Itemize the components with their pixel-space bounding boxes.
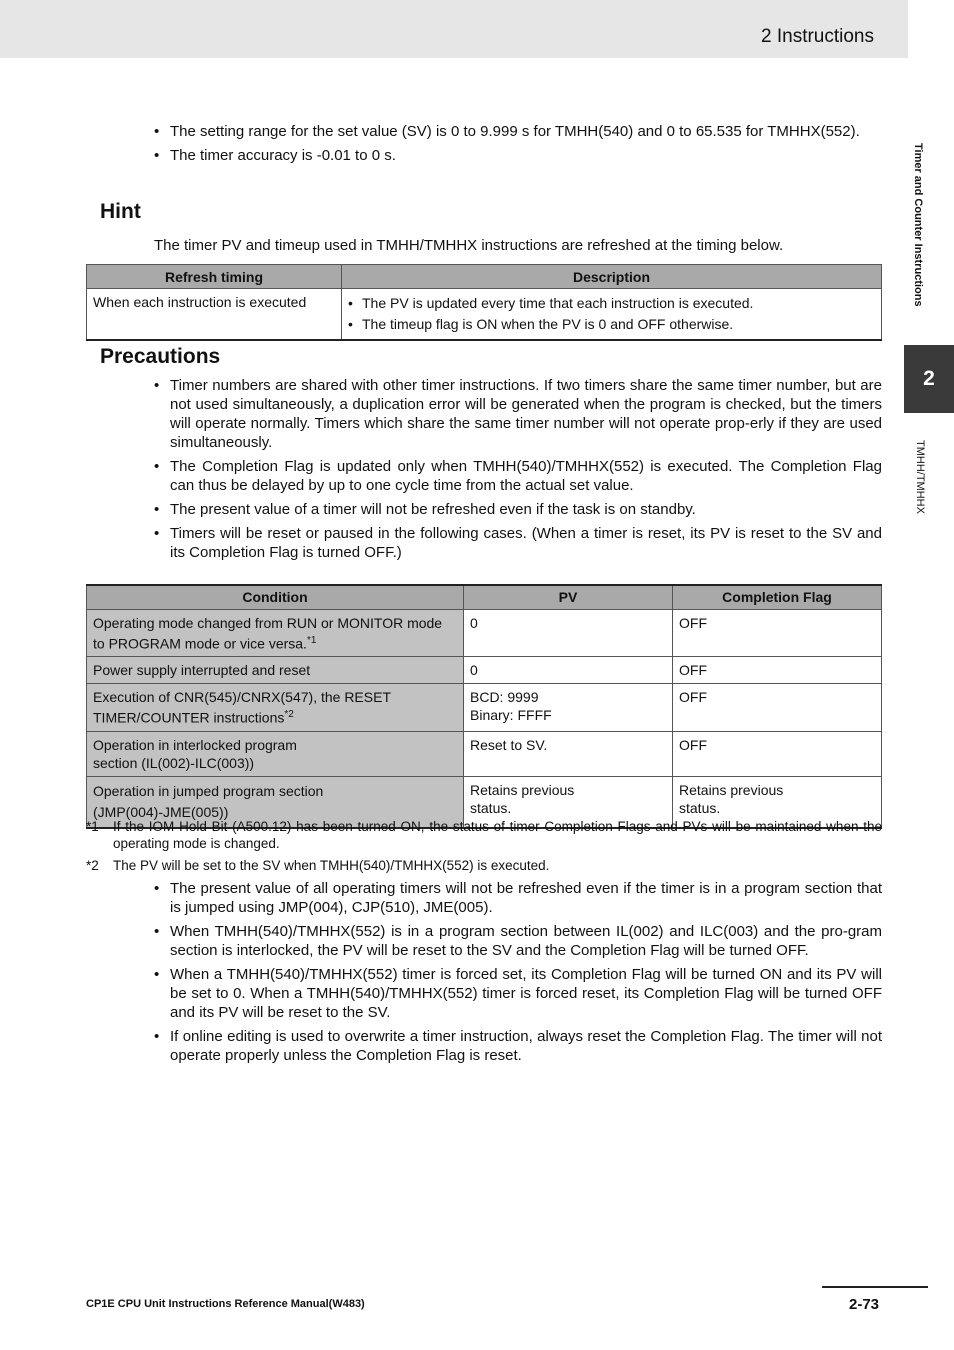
list-item: • The present value of a timer will not be refreshed even if the task is on standby.: [154, 500, 882, 519]
footer-manual-title: CP1E CPU Unit Instructions Reference Manual(W483): [86, 1298, 365, 1310]
pv-cell: Reset to SV.: [464, 731, 673, 776]
list-item: • When a TMHH(540)/TMHHX(552) timer is forced set, its Completion Flag will be turned ON and its PV will be set to 0. When a TMHH(540)/TMHHX(552) timer is forced reset, its Completion Flag will be turned OFF and its PV will be reset to the SV.: [154, 965, 882, 1022]
description-item: • The PV is updated every time that each instruction is executed.: [348, 293, 875, 314]
footnote: [86, 818, 882, 852]
condition-cell: Operation in interlocked program section (IL(002)-ILC(003)): [87, 731, 464, 776]
footnote: [86, 857, 882, 874]
chapter-tab: 2: [904, 345, 954, 413]
table-row: [87, 684, 882, 732]
description-item: • The timeup flag is ON when the PV is 0 and OFF otherwise.: [348, 314, 875, 335]
flag-cell: OFF: [673, 657, 882, 684]
table-row: [87, 657, 882, 684]
precautions-bullet-list: [154, 376, 882, 567]
list-item: • The present value of all operating timers will not be refreshed even if the timer is in a program section that is jumped using JMP(004), CJP(510), JME(005).: [154, 879, 882, 917]
footer-rule: [822, 1286, 928, 1288]
list-item: • Timers will be reset or paused in the following cases. (When a timer is reset, its PV is reset to the SV and its Completion Flag is turned OFF.): [154, 524, 882, 562]
condition-cell: Operation in jumped program section (JMP(004)-JME(005)): [87, 776, 464, 828]
condition-cell: Operating mode changed from RUN or MONITOR mode to PROGRAM mode or vice versa.$^{*1}$: [87, 609, 464, 657]
column-header: Completion Flag: [673, 585, 882, 609]
list-item: • The timer accuracy is -0.01 to 0 s.: [154, 146, 882, 165]
pv-cell: 0: [464, 657, 673, 684]
precautions-heading: Precautions: [100, 345, 221, 368]
hint-heading: Hint: [100, 200, 141, 223]
table-cell: When each instruction is executed: [87, 289, 342, 341]
column-header: Condition: [87, 585, 464, 609]
footnote-mark: *2: [86, 858, 99, 873]
table-row: [87, 289, 882, 341]
list-item: • Timer numbers are shared with other timer instructions. If two timers share the same timer number, but are not used simultaneously, a duplication error will be generated when the program is checked, but the timers will operate normally. Timers which share the same timer number will not operate prop-erly if they are used simultaneously.: [154, 376, 882, 452]
list-item: • If online editing is used to overwrite a timer instruction, always reset the Completion Flag. The timer will not operate properly unless the Completion Flag is reset.: [154, 1027, 882, 1065]
flag-cell: OFF: [673, 684, 882, 732]
side-section-label: Timer and Counter Instructions: [912, 143, 924, 307]
table-row: [87, 731, 882, 776]
column-header: Description: [342, 265, 882, 289]
list-item: • When TMHH(540)/TMHHX(552) is in a program section between IL(002) and ILC(003) and the pro-gram section is interlocked, the PV will be reset to the SV and the Completion Flag will be turned OFF.: [154, 922, 882, 960]
refresh-timing-table: [86, 264, 882, 341]
top-bullet-list: [154, 122, 882, 170]
pv-cell: 0: [464, 609, 673, 657]
table-header-row: [87, 585, 882, 609]
flag-cell: OFF: [673, 731, 882, 776]
reset-conditions-table: [86, 584, 882, 829]
additional-bullet-list: [154, 879, 882, 1070]
list-item: • The setting range for the set value (SV) is 0 to 9.999 s for TMHH(540) and 0 to 65.535 for TMHHX(552).: [154, 122, 882, 141]
table-header-row: [87, 265, 882, 289]
list-item: • The Completion Flag is updated only when TMHH(540)/TMHHX(552) is executed. The Completion Flag can thus be delayed by up to one cycle time from the actual set value.: [154, 457, 882, 495]
footnote-text: The PV will be set to the SV when TMHH(540)/TMHHX(552) is executed.: [113, 858, 550, 873]
column-header: Refresh timing: [87, 265, 342, 289]
pv-cell: Retains previous status.: [464, 776, 673, 828]
page-number: 2-73: [849, 1296, 880, 1313]
side-instruction-label: TMHH/TMHHX: [914, 440, 926, 514]
pv-cell: BCD: 9999 Binary: FFFF: [464, 684, 673, 732]
condition-cell: Power supply interrupted and reset: [87, 657, 464, 684]
hint-intro-text: The timer PV and timeup used in TMHH/TMHHX instructions are refreshed at the timing below.: [154, 237, 784, 254]
condition-cell: Execution of CNR(545)/CNRX(547), the RESET TIMER/COUNTER instructions$^{*2}$: [87, 684, 464, 732]
page-header-title: 2 Instructions: [761, 26, 874, 47]
table-row: [87, 609, 882, 657]
table-cell: [342, 289, 882, 341]
flag-cell: Retains previous status.: [673, 776, 882, 828]
footnote-text: If the IOM Hold Bit (A500.12) has been turned ON, the status of timer Completion Flags and PVs will be maintained when the operating mode is changed.: [113, 819, 882, 851]
footnote-mark: *1: [86, 819, 99, 834]
footnote-ref: *1: [306, 634, 317, 646]
column-header: PV: [464, 585, 673, 609]
flag-cell: OFF: [673, 609, 882, 657]
footnote-ref: *2: [284, 709, 294, 721]
